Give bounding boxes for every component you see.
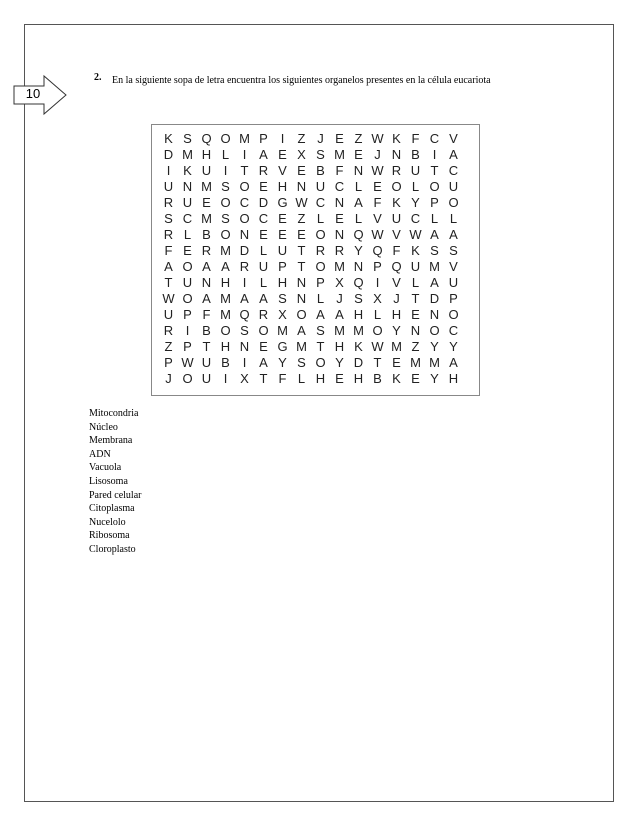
grid-letter: U (315, 179, 326, 194)
grid-letter: E (278, 227, 287, 242)
grid-letter: Y (354, 243, 363, 258)
grid-letter: U (448, 275, 459, 290)
grid-letter: U (201, 163, 212, 178)
grid-letter: X (373, 291, 382, 306)
grid-letter: N (391, 147, 402, 162)
grid-letter: N (334, 227, 345, 242)
grid-letter: Y (430, 339, 439, 354)
grid-letter: E (259, 339, 268, 354)
grid-letter: D (429, 291, 440, 306)
grid-letter: Q (353, 275, 364, 290)
grid-letter: P (373, 259, 382, 274)
grid-letter: K (392, 371, 401, 386)
grid-letter: O (258, 323, 269, 338)
grid-letter: N (201, 275, 212, 290)
grid-letter: N (182, 179, 193, 194)
grid-row (159, 227, 463, 243)
grid-letter: P (164, 355, 173, 370)
grid-letter: P (430, 195, 439, 210)
grid-row (159, 243, 463, 259)
grid-letter: E (259, 227, 268, 242)
grid-letter: A (430, 275, 439, 290)
grid-row (159, 195, 463, 211)
grid-letter: R (334, 243, 345, 258)
grid-letter: O (220, 323, 231, 338)
grid-letter: A (449, 355, 458, 370)
grid-letter: L (316, 291, 325, 306)
grid-letter: Z (297, 211, 306, 226)
grid-letter: H (201, 147, 212, 162)
grid-letter: M (220, 307, 231, 322)
grid-letter: M (182, 147, 193, 162)
grid-letter: L (354, 179, 363, 194)
grid-letter: Z (354, 131, 363, 146)
grid-letter: M (334, 147, 345, 162)
grid-letter: C (448, 323, 459, 338)
grid-letter: M (201, 211, 212, 226)
grid-letter: L (183, 227, 192, 242)
word-list-item: Membrana (89, 435, 133, 447)
grid-letter: S (164, 211, 173, 226)
grid-letter: L (259, 275, 268, 290)
grid-letter: I (375, 275, 380, 290)
grid-letter: M (353, 323, 364, 338)
grid-letter: J (317, 131, 324, 146)
grid-letter: O (220, 195, 231, 210)
grid-letter: R (201, 243, 212, 258)
grid-letter: A (202, 291, 211, 306)
word-list-item: ADN (89, 448, 111, 460)
grid-letter: T (259, 371, 268, 386)
grid-letter: I (185, 323, 190, 338)
grid-letter: W (409, 227, 422, 242)
grid-letter: W (295, 195, 308, 210)
grid-letter: K (392, 195, 401, 210)
grid-letter: V (392, 227, 401, 242)
grid-row (159, 323, 463, 339)
grid-letter: P (183, 339, 192, 354)
grid-letter: D (258, 195, 269, 210)
grid-letter: I (166, 163, 171, 178)
grid-letter: S (316, 147, 325, 162)
grid-letter: X (240, 371, 249, 386)
grid-letter: E (278, 211, 287, 226)
grid-letter: Y (392, 323, 401, 338)
grid-letter: O (429, 323, 440, 338)
grid-letter: C (182, 211, 193, 226)
grid-letter: S (240, 323, 249, 338)
grid-letter: V (449, 131, 458, 146)
grid-letter: N (429, 307, 440, 322)
grid-letter: L (411, 179, 420, 194)
grid-letter: M (220, 243, 231, 258)
grid-letter: R (163, 323, 174, 338)
grid-row (159, 291, 463, 307)
grid-letter: Q (201, 131, 212, 146)
grid-letter: N (239, 339, 250, 354)
grid-letter: Y (278, 355, 287, 370)
grid-letter: K (183, 163, 192, 178)
grid-letter: E (278, 147, 287, 162)
grid-letter: A (449, 147, 458, 162)
grid-letter: L (259, 243, 268, 258)
grid-letter: K (411, 243, 420, 258)
grid-letter: O (239, 211, 250, 226)
grid-letter: C (258, 211, 269, 226)
grid-letter: L (316, 211, 325, 226)
grid-letter: W (371, 163, 384, 178)
grid-letter: H (391, 307, 402, 322)
grid-letter: O (315, 227, 326, 242)
grid-row (159, 179, 463, 195)
grid-letter: U (391, 211, 402, 226)
word-list-item: Pared celular (89, 489, 142, 501)
grid-letter: F (202, 307, 211, 322)
grid-letter: L (430, 211, 439, 226)
grid-letter: N (353, 259, 364, 274)
grid-row (159, 147, 463, 163)
grid-letter: N (296, 179, 307, 194)
grid-letter: L (354, 211, 363, 226)
grid-letter: T (411, 291, 420, 306)
grid-letter: Y (449, 339, 458, 354)
grid-letter: Q (372, 243, 383, 258)
grid-letter: R (258, 163, 269, 178)
grid-letter: O (448, 307, 459, 322)
grid-letter: U (410, 163, 421, 178)
grid-letter: L (449, 211, 458, 226)
grid-letter: L (411, 275, 420, 290)
grid-letter: G (277, 339, 288, 354)
grid-letter: U (448, 179, 459, 194)
grid-letter: T (316, 339, 325, 354)
grid-row (159, 307, 463, 323)
grid-letter: M (410, 355, 421, 370)
grid-letter: U (201, 355, 212, 370)
grid-letter: L (373, 307, 382, 322)
grid-letter: F (335, 163, 344, 178)
grid-row (159, 163, 463, 179)
grid-letter: A (297, 323, 306, 338)
organelle-word-list (89, 407, 141, 557)
grid-letter: A (259, 355, 268, 370)
grid-letter: E (183, 243, 192, 258)
grid-letter: M (277, 323, 288, 338)
grid-letter: T (240, 163, 249, 178)
word-list-item: Cloroplasto (89, 543, 136, 555)
grid-letter: V (449, 259, 458, 274)
grid-letter: A (354, 195, 363, 210)
grid-letter: T (202, 339, 211, 354)
grid-letter: R (239, 259, 250, 274)
grid-letter: U (258, 259, 269, 274)
grid-letter: J (393, 291, 400, 306)
grid-letter: Q (391, 259, 402, 274)
grid-letter: E (354, 147, 363, 162)
page-number: 10 (25, 86, 41, 101)
grid-letter: M (391, 339, 402, 354)
grid-letter: H (448, 371, 459, 386)
grid-letter: P (183, 307, 192, 322)
grid-letter: A (259, 291, 268, 306)
grid-letter: F (392, 243, 401, 258)
grid-row (159, 131, 463, 147)
grid-letter: D (239, 243, 250, 258)
grid-letter: K (354, 339, 363, 354)
grid-letter: Z (164, 339, 173, 354)
grid-letter: O (296, 307, 307, 322)
grid-letter: M (334, 323, 345, 338)
grid-row (159, 355, 463, 371)
grid-letter: A (240, 291, 249, 306)
grid-letter: A (221, 259, 230, 274)
grid-letter: M (201, 179, 212, 194)
grid-letter: O (315, 355, 326, 370)
grid-letter: U (163, 307, 174, 322)
grid-letter: W (371, 339, 384, 354)
grid-row (159, 211, 463, 227)
grid-letter: H (315, 371, 326, 386)
grid-letter: H (334, 339, 345, 354)
grid-letter: O (372, 323, 383, 338)
grid-letter: H (277, 179, 288, 194)
grid-letter: R (163, 195, 174, 210)
grid-letter: S (278, 291, 287, 306)
grid-letter: O (220, 131, 231, 146)
grid-letter: X (335, 275, 344, 290)
grid-letter: E (259, 179, 268, 194)
grid-letter: P (449, 291, 458, 306)
grid-letter: M (334, 259, 345, 274)
grid-letter: N (239, 227, 250, 242)
grid-letter: M (220, 291, 231, 306)
grid-letter: J (165, 371, 172, 386)
grid-letter: U (182, 195, 193, 210)
grid-letter: R (391, 163, 402, 178)
grid-letter: J (374, 147, 381, 162)
word-list-item: Vacuola (89, 462, 122, 474)
grid-letter: D (353, 355, 364, 370)
grid-letter: W (181, 355, 194, 370)
grid-letter: W (371, 227, 384, 242)
grid-letter: E (411, 371, 420, 386)
grid-letter: T (164, 275, 173, 290)
grid-letter: M (429, 355, 440, 370)
grid-letter: Y (411, 195, 420, 210)
grid-letter: B (202, 227, 211, 242)
grid-letter: E (335, 371, 344, 386)
grid-letter: S (297, 355, 306, 370)
grid-letter: F (373, 195, 382, 210)
grid-letter: C (239, 195, 250, 210)
grid-letter: H (220, 339, 231, 354)
grid-letter: Y (335, 355, 344, 370)
grid-letter: X (278, 307, 287, 322)
question-number: 2. (94, 72, 102, 83)
grid-letter: J (336, 291, 343, 306)
grid-row (159, 275, 463, 291)
grid-letter: M (429, 259, 440, 274)
grid-letter: Y (430, 371, 439, 386)
grid-letter: M (296, 339, 307, 354)
grid-letter: O (182, 259, 193, 274)
grid-letter: E (411, 307, 420, 322)
grid-letter: B (221, 355, 230, 370)
grid-letter: S (430, 243, 439, 258)
grid-letter: L (221, 147, 230, 162)
grid-letter: U (201, 371, 212, 386)
grid-letter: T (373, 355, 382, 370)
grid-letter: H (353, 371, 364, 386)
grid-letter: V (392, 275, 401, 290)
grid-letter: M (239, 131, 250, 146)
grid-letter: H (353, 307, 364, 322)
grid-letter: A (316, 307, 325, 322)
grid-letter: A (202, 259, 211, 274)
grid-letter: R (315, 243, 326, 258)
grid-letter: N (410, 323, 421, 338)
grid-letter: P (259, 131, 268, 146)
grid-letter: S (183, 131, 192, 146)
grid-letter: T (297, 243, 306, 258)
grid-letter: B (411, 147, 420, 162)
grid-letter: E (202, 195, 211, 210)
grid-letter: A (259, 147, 268, 162)
grid-letter: C (410, 211, 421, 226)
grid-letter: Q (353, 227, 364, 242)
grid-letter: R (258, 307, 269, 322)
grid-letter: P (278, 259, 287, 274)
grid-letter: N (296, 275, 307, 290)
grid-letter: O (182, 291, 193, 306)
word-list-item: Mitocondria (89, 408, 139, 419)
grid-letter: S (316, 323, 325, 338)
grid-letter: O (391, 179, 402, 194)
grid-letter: I (242, 147, 247, 162)
grid-row (159, 371, 463, 387)
grid-letter: I (242, 275, 247, 290)
grid-letter: F (278, 371, 287, 386)
grid-letter: S (354, 291, 363, 306)
grid-letter: G (277, 195, 288, 210)
grid-letter: U (277, 243, 288, 258)
grid-letter: E (335, 131, 344, 146)
grid-row (159, 259, 463, 275)
grid-letter: O (448, 195, 459, 210)
grid-letter: F (411, 131, 420, 146)
grid-letter: B (373, 371, 382, 386)
grid-letter: U (163, 179, 174, 194)
grid-letter: O (220, 227, 231, 242)
question-text: En la siguiente sopa de letra encuentra los siguientes organelos presentes en la célula eucariota (112, 75, 491, 86)
grid-letter: C (334, 179, 345, 194)
grid-letter: A (449, 227, 458, 242)
grid-letter: K (392, 131, 401, 146)
grid-letter: T (430, 163, 439, 178)
word-list-item: Lisosoma (89, 475, 128, 487)
grid-letter: N (353, 163, 364, 178)
grid-letter: E (373, 179, 382, 194)
grid-letter: O (239, 179, 250, 194)
grid-letter: I (223, 371, 228, 386)
grid-letter: C (315, 195, 326, 210)
word-search-grid (159, 131, 463, 387)
grid-row (159, 339, 463, 355)
grid-letter: I (280, 131, 285, 146)
grid-letter: B (202, 323, 211, 338)
grid-letter: W (162, 291, 175, 306)
grid-letter: C (448, 163, 459, 178)
grid-letter: W (371, 131, 384, 146)
grid-letter: Q (239, 307, 250, 322)
grid-letter: A (335, 307, 344, 322)
grid-letter: F (164, 243, 173, 258)
grid-letter: H (220, 275, 231, 290)
grid-letter: H (277, 275, 288, 290)
grid-letter: E (297, 227, 306, 242)
grid-letter: U (410, 259, 421, 274)
grid-letter: X (297, 147, 306, 162)
grid-letter: A (430, 227, 439, 242)
grid-letter: Z (411, 339, 420, 354)
word-list-item: Nucelolo (89, 516, 126, 528)
grid-letter: E (297, 163, 306, 178)
grid-letter: P (316, 275, 325, 290)
word-list-item: Citoplasma (89, 503, 135, 515)
grid-letter: S (221, 179, 230, 194)
grid-letter: N (296, 291, 307, 306)
grid-letter: E (335, 211, 344, 226)
grid-letter: U (182, 275, 193, 290)
grid-letter: O (182, 371, 193, 386)
grid-letter: O (429, 179, 440, 194)
grid-letter: L (297, 371, 306, 386)
grid-letter: V (373, 211, 382, 226)
grid-letter: I (432, 147, 437, 162)
grid-letter: E (392, 355, 401, 370)
grid-letter: V (278, 163, 287, 178)
word-list-item: Núcleo (89, 421, 118, 433)
grid-letter: B (316, 163, 325, 178)
grid-letter: I (242, 355, 247, 370)
grid-letter: A (164, 259, 173, 274)
word-list-item: Ribosoma (89, 530, 130, 542)
grid-letter: Z (297, 131, 306, 146)
grid-letter: I (223, 163, 228, 178)
grid-letter: K (164, 131, 173, 146)
grid-letter: C (429, 131, 440, 146)
grid-letter: O (315, 259, 326, 274)
grid-letter: T (297, 259, 306, 274)
grid-letter: N (334, 195, 345, 210)
grid-letter: S (449, 243, 458, 258)
grid-letter: D (163, 147, 174, 162)
grid-letter: S (221, 211, 230, 226)
grid-letter: R (163, 227, 174, 242)
